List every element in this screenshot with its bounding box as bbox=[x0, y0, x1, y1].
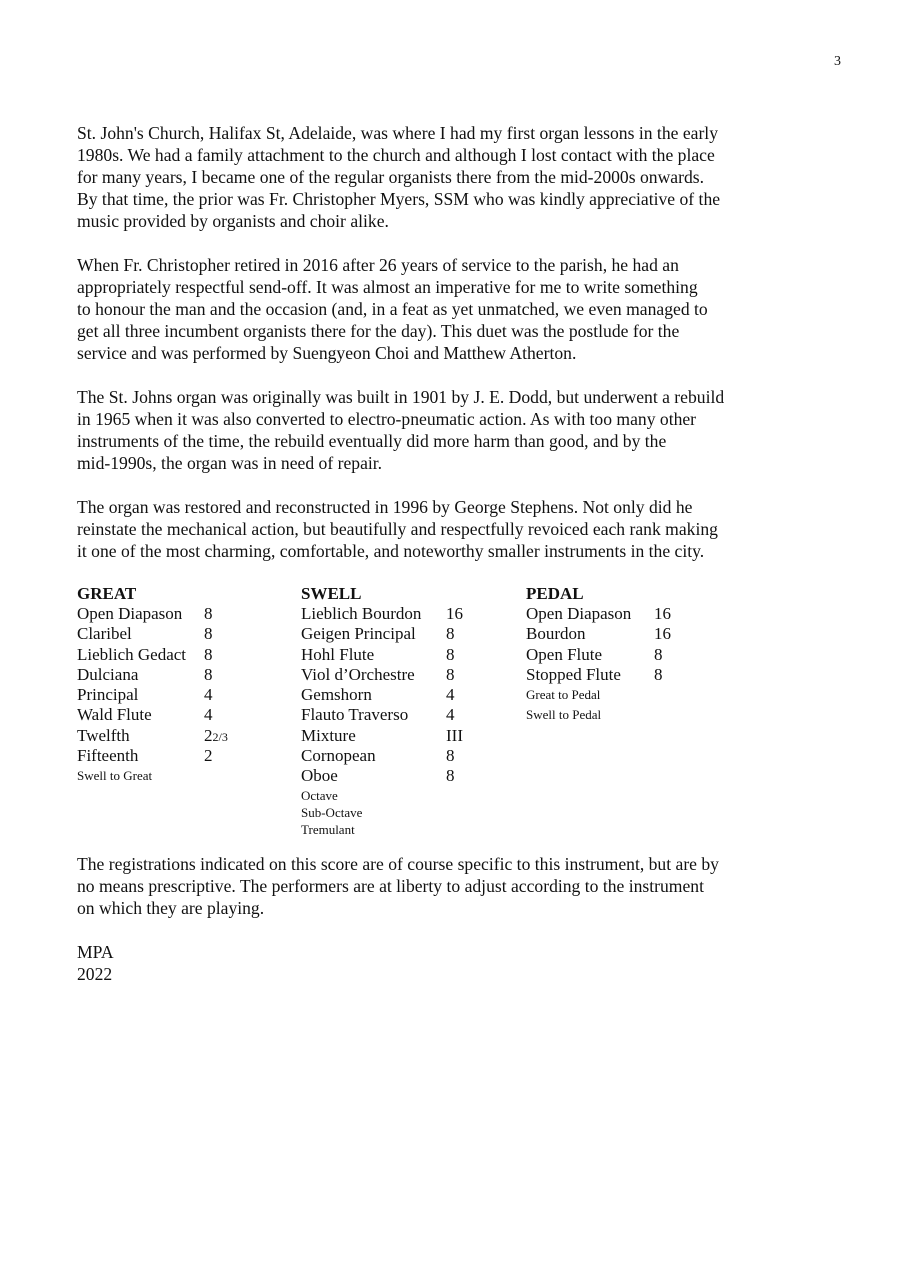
division-title: GREAT bbox=[77, 584, 137, 603]
stop-pitch: 8 bbox=[204, 624, 213, 644]
paragraph-organ-build: The St. Johns organ was originally was built in 1901 by J. E. Dodd, but underwent a rebuild in 1965 when it was also converted to electro-pneumatic action. As with too many other instruments of the time, the rebuild eventually did more harm than good, and by the mid-1990s, the organ was in need of repair. bbox=[77, 387, 725, 473]
stop-pitch: 8 bbox=[654, 644, 663, 664]
stop-name: Open Diapason bbox=[77, 604, 183, 623]
stop-name: Gemshorn bbox=[301, 685, 372, 705]
stop-row bbox=[526, 624, 671, 644]
accessory: Tremulant bbox=[301, 821, 355, 837]
stop-pitch: 8 bbox=[204, 664, 213, 684]
stop-name: Stopped Flute bbox=[526, 664, 621, 684]
paragraph-occasion: When Fr. Christopher retired in 2016 after 26 years of service to the parish, he had an appropriately respectful send-off. It was almost an imperative for me to write something to honour the man and the occasion (and, in a feat as yet unmatched, we even managed to get all three incumbent organists there for the day). This duet was the postlude for the service and was performed by Suengyeon Choi and Matthew Atherton. bbox=[77, 255, 708, 363]
stop-name: Twelfth bbox=[77, 725, 130, 745]
stop-row bbox=[301, 664, 455, 685]
stop-name: Principal bbox=[77, 685, 139, 705]
stop-pitch-compound bbox=[204, 726, 228, 747]
page-number: 3 bbox=[834, 54, 841, 69]
signature-year: 2022 bbox=[77, 964, 113, 984]
stop-name: Lieblich Gedact bbox=[77, 644, 187, 664]
stop-pitch: III bbox=[446, 725, 463, 745]
stop-pitch: 8 bbox=[654, 664, 663, 684]
stop-pitch: 4 bbox=[204, 705, 213, 725]
division-pedal bbox=[526, 584, 671, 726]
stop-pitch: 16 bbox=[654, 624, 671, 644]
stop-row bbox=[526, 644, 663, 665]
stop-name: Claribel bbox=[77, 624, 132, 644]
stop-row bbox=[301, 644, 455, 665]
accessory: Octave bbox=[301, 787, 338, 803]
stop-row bbox=[77, 644, 213, 665]
stop-row bbox=[77, 685, 213, 705]
paragraph-restoration: The organ was restored and reconstructed in 1996 by George Stephens. Not only did he reinstate the mechanical action, but beautifully and respectfully revoiced each rank making it one of the most charming, comfortable, and noteworthy smaller instruments in the city. bbox=[77, 497, 718, 561]
stop-pitch: 2 bbox=[204, 746, 213, 766]
stop-row bbox=[301, 604, 463, 624]
stop-row bbox=[526, 604, 671, 624]
division-title: PEDAL bbox=[526, 584, 584, 603]
stop-name: Viol d’Orchestre bbox=[301, 664, 415, 684]
paragraph-history: St. John's Church, Halifax St, Adelaide, was where I had my first organ lessons in the early 1980s. We had a family attachment to the church and although I lost contact with the place for many years, I became one of the regular organists there from the mid-2000s onwards. By that time, the prior was Fr. Christopher Myers, SSM who was kindly appreciative of the music provided by organists and choir alike. bbox=[77, 123, 721, 231]
stop-row bbox=[301, 766, 455, 786]
stop-name: Wald Flute bbox=[77, 705, 152, 725]
coupler: Swell to Pedal bbox=[526, 707, 602, 723]
stop-row bbox=[301, 685, 455, 705]
stop-row bbox=[526, 664, 663, 685]
stop-name: Mixture bbox=[301, 725, 356, 745]
stop-name: Hohl Flute bbox=[301, 644, 375, 664]
stop-pitch: 8 bbox=[446, 664, 455, 684]
stop-row bbox=[77, 624, 213, 644]
stop-pitch: 4 bbox=[446, 685, 455, 705]
organ-specification bbox=[77, 584, 817, 840]
paragraph-registrations: The registrations indicated on this score are of course specific to this instrument, but are by no means prescriptive. The performers are at liberty to adjust according to the instrument on which they are playing. bbox=[77, 854, 719, 918]
division-swell bbox=[301, 584, 463, 838]
stop-name: Flauto Traverso bbox=[301, 705, 409, 725]
stop-pitch: 8 bbox=[446, 644, 455, 664]
stop-pitch: 8 bbox=[204, 604, 213, 623]
stop-row bbox=[301, 624, 455, 644]
stop-row bbox=[77, 604, 213, 624]
stop-name: Fifteenth bbox=[77, 746, 139, 766]
division-title: SWELL bbox=[301, 584, 362, 603]
stop-row bbox=[77, 705, 213, 725]
stop-pitch: 4 bbox=[446, 705, 455, 725]
stop-pitch: 8 bbox=[446, 766, 455, 786]
stop-row bbox=[77, 725, 228, 746]
stop-pitch: 8 bbox=[446, 624, 455, 644]
stop-row bbox=[301, 705, 455, 725]
stop-name: Cornopean bbox=[301, 746, 376, 766]
document-body bbox=[77, 122, 817, 985]
stop-pitch: 16 bbox=[446, 604, 463, 623]
division-great bbox=[77, 584, 228, 787]
stop-name: Geigen Principal bbox=[301, 624, 416, 644]
stop-name: Lieblich Bourdon bbox=[301, 604, 422, 623]
coupler: Great to Pedal bbox=[526, 687, 601, 703]
stop-name: Bourdon bbox=[526, 624, 586, 644]
signature-initials: MPA bbox=[77, 942, 114, 962]
stop-row bbox=[77, 664, 213, 685]
stop-pitch-whole: 2 bbox=[204, 725, 213, 745]
stop-pitch: 16 bbox=[654, 604, 671, 623]
stop-row bbox=[301, 746, 455, 766]
stop-name: Open Diapason bbox=[526, 604, 632, 623]
stop-row bbox=[301, 725, 463, 746]
accessory: Sub-Octave bbox=[301, 804, 363, 820]
stop-name: Open Flute bbox=[526, 644, 603, 664]
coupler: Swell to Great bbox=[77, 768, 153, 784]
stop-pitch-fraction: 2/3 bbox=[212, 729, 228, 744]
stop-name: Dulciana bbox=[77, 664, 139, 684]
stop-name: Oboe bbox=[301, 766, 338, 786]
stop-row bbox=[77, 746, 213, 766]
stop-pitch: 8 bbox=[204, 644, 213, 664]
stop-pitch: 4 bbox=[204, 685, 213, 705]
stop-pitch: 8 bbox=[446, 746, 455, 766]
